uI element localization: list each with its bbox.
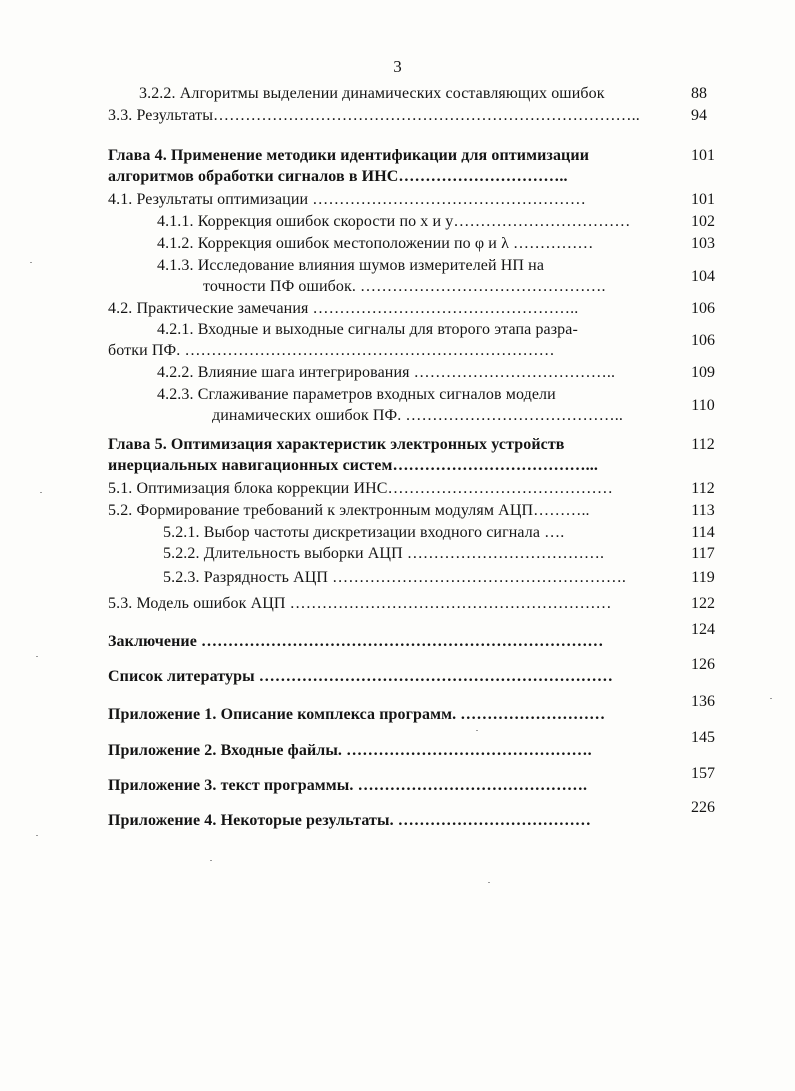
toc-page-number: 106 [691, 300, 715, 317]
toc-entry-4-2-1-cont [108, 340, 673, 362]
toc-entry-text: алгоритмов обработки сигналов в ИНС………………………….. [108, 168, 568, 185]
toc-page-number: 109 [691, 364, 715, 381]
toc-entry-4-1 [108, 189, 673, 211]
toc-appendix-4 [108, 810, 673, 832]
page-number: 3 [393, 57, 402, 76]
toc-entry-5-2-2 [163, 543, 673, 565]
toc-entry-text: 5.1. Оптимизация блока коррекции ИНС…………………………………… [108, 480, 613, 497]
toc-entry-text: 4.2.3. Сглаживание параметров входных сигналов модели [157, 386, 556, 403]
toc-entry-4-2 [108, 298, 673, 320]
toc-page-number: 145 [691, 729, 715, 746]
toc-entry-text: инерциальных навигационных систем………………………………... [108, 457, 598, 474]
toc-entry-4-1-2 [157, 233, 657, 255]
scan-speck [476, 730, 478, 731]
toc-entry-text: Список литературы ………………………………………………………… [108, 668, 613, 685]
toc-entry-5-3 [108, 593, 673, 615]
toc-entry-text: 5.2.2. Длительность выборки АЦП ………………………………. [163, 545, 605, 562]
toc-page-number: 102 [691, 213, 715, 230]
toc-page-number: 136 [691, 693, 715, 710]
toc-page-number: 88 [691, 85, 707, 102]
toc-page-number: 101 [691, 147, 715, 164]
toc-page-number: 157 [691, 765, 715, 782]
scan-speck [210, 860, 212, 861]
toc-entry-text: 5.2.3. Разрядность АЦП ………………………………………………. [163, 569, 627, 586]
toc-entry-text: точности ПФ ошибок. ………………………………………. [203, 278, 606, 295]
toc-entry-5-2-3 [163, 567, 673, 589]
scan-speck [488, 882, 490, 883]
toc-entry-text: 5.3. Модель ошибок АЦП …………………………………………………… [108, 595, 612, 612]
toc-entry-4-1-1 [157, 211, 673, 233]
toc-appendix-3 [108, 775, 673, 797]
toc-entry-text: 5.2.1. Выбор частоты дискретизации входного сигнала …. [163, 524, 565, 541]
toc-entry-text: 3.2.2. Алгоритмы выделении динамических составляющих ошибок [139, 85, 605, 102]
toc-page-number: 113 [691, 502, 715, 519]
toc-chapter-4-cont [108, 166, 673, 188]
toc-entry-text: 4.2.2. Влияние шага интегрирования ……………………………….. [157, 364, 616, 381]
toc-entry-text: Заключение ………………………………………………………………… [108, 633, 604, 650]
toc-entry-text: Глава 5. Оптимизация характеристик электронных устройств [108, 436, 565, 453]
toc-page-number: 122 [691, 595, 715, 612]
toc-page-number: 112 [691, 436, 715, 453]
toc-page-number: 114 [691, 524, 715, 541]
toc-page-number: 106 [691, 332, 715, 349]
toc-entry-text: 4.2. Практические замечания ………………………………………….. [108, 300, 579, 317]
scan-speck [36, 656, 38, 657]
toc-page-number: 101 [691, 191, 715, 208]
toc-entry-4-2-2 [157, 362, 673, 384]
toc-page-number: 124 [691, 621, 715, 638]
toc-page-number: 119 [691, 569, 715, 586]
toc-entry-text: Приложение 1. Описание комплекса программ. ……………………… [108, 706, 606, 723]
toc-entry-text: 4.2.1. Входные и выходные сигналы для второго этапа разра- [157, 321, 578, 338]
toc-appendix-2 [108, 740, 673, 762]
toc-entry-text: 4.1. Результаты оптимизации …………………………………………… [108, 191, 586, 208]
toc-entry-text: 4.1.2. Коррекция ошибок местоположении по φ и λ …………… [157, 235, 594, 252]
toc-chapter-4 [108, 145, 680, 167]
toc-page-number: 126 [691, 656, 715, 673]
scan-speck [36, 835, 38, 836]
toc-entry-text: 4.1.3. Исследование влияния шумов измерителей НП на [157, 257, 545, 274]
toc-chapter-5-cont [108, 455, 673, 477]
toc-bibliography [108, 666, 673, 688]
toc-page-number: 94 [691, 107, 707, 124]
toc-entry-3-2-2 [139, 83, 679, 105]
toc-entry-5-1 [108, 478, 673, 500]
scan-speck [40, 492, 42, 493]
toc-entry-5-2-1 [163, 522, 673, 544]
toc-page-number: 103 [691, 235, 715, 252]
toc-entry-text: 3.3. Результаты…………………………………………………………………….. [108, 107, 640, 124]
toc-entry-4-1-3-cont [203, 276, 673, 298]
toc-page-number: 226 [691, 799, 715, 816]
toc-page-number: 104 [691, 268, 715, 285]
toc-chapter-5 [108, 434, 673, 456]
toc-page-number: 112 [691, 480, 715, 497]
toc-entry-4-2-3-cont [212, 405, 673, 427]
toc-entry-text: Приложение 2. Входные файлы. ………………………………………. [108, 742, 592, 759]
toc-entry-4-2-3 [157, 384, 673, 406]
toc-entry-3-3 [108, 105, 673, 127]
toc-entry-text: Приложение 4. Некоторые результаты. ……………………………… [108, 812, 591, 829]
toc-entry-4-2-1 [157, 319, 673, 341]
toc-entry-4-1-3 [157, 255, 673, 277]
toc-conclusion [108, 631, 673, 653]
scan-speck [30, 262, 32, 263]
toc-entry-text: 4.1.1. Коррекция ошибок скорости по x и y…………………………… [157, 213, 631, 230]
toc-appendix-1 [108, 704, 673, 726]
toc-entry-text: Глава 4. Применение методики идентификации для оптимизации [108, 147, 590, 164]
toc-entry-5-2 [108, 500, 673, 522]
toc-page-number: 110 [691, 397, 715, 414]
toc-entry-text: ботки ПФ. …………………………………………………………… [108, 342, 555, 359]
scan-speck [770, 698, 772, 699]
toc-entry-text: 5.2. Формирование требований к электронным модулям АЦП……….. [108, 502, 590, 519]
toc-entry-text: динамических ошибок ПФ. ………………………………….. [212, 407, 623, 424]
toc-page-number: 117 [691, 545, 715, 562]
toc-entry-text: Приложение 3. текст программы. ……………………………………. [108, 777, 588, 794]
